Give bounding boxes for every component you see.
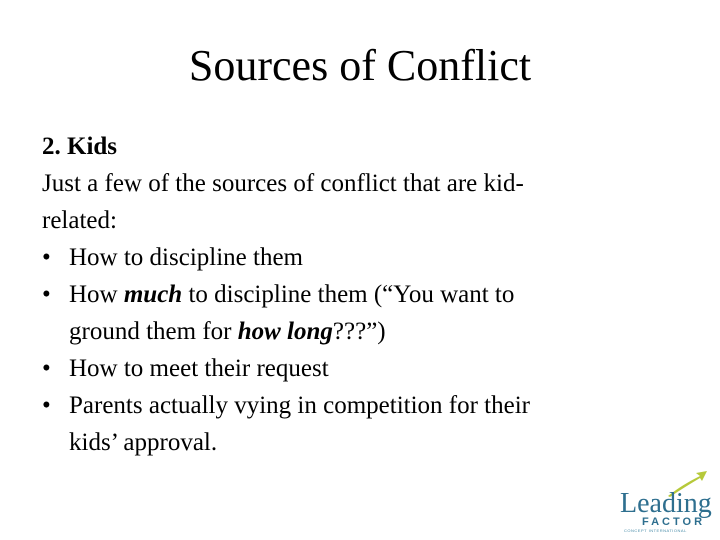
slide-title: Sources of Conflict (188, 41, 532, 90)
intro-line-2: related: (42, 207, 117, 234)
logo-wordmark: Leading (620, 488, 712, 519)
bullet-text: Parents actually vying in competition for their (69, 392, 530, 419)
bullet-text-part: How (69, 281, 124, 308)
logo-tagline: CONCEPT INTERNATIONAL (624, 528, 687, 533)
bullet-text: How to discipline them (69, 244, 303, 271)
emphasis-text: how long (237, 318, 333, 345)
leading-factor-logo (612, 468, 712, 534)
bullet-item (42, 387, 642, 424)
bullet-item (42, 239, 642, 276)
bullet-icon: • (42, 281, 51, 308)
bullet-item (42, 350, 642, 387)
bullet-icon: • (42, 244, 51, 271)
bullet-item (42, 276, 642, 313)
bullet-text: How to meet their request (69, 355, 329, 382)
bullet-text (69, 276, 514, 313)
bullet-text-part: to discipline them (“You want to (182, 281, 515, 308)
bullet-continuation: kids’ approval. (69, 429, 218, 456)
bullet-continuation (42, 313, 642, 350)
bullet-icon: • (42, 392, 51, 419)
bullet-text-part: ???”) (332, 318, 386, 345)
section-heading: 2. Kids (42, 133, 118, 160)
intro-line-1: Just a few of the sources of conflict that are kid- (42, 170, 524, 197)
logo-subtitle: FACTOR (642, 516, 706, 528)
emphasis-text: much (123, 281, 183, 308)
bullet-icon: • (42, 355, 51, 382)
slide-body (42, 128, 642, 461)
bullet-text-part: ground them for (69, 318, 238, 345)
